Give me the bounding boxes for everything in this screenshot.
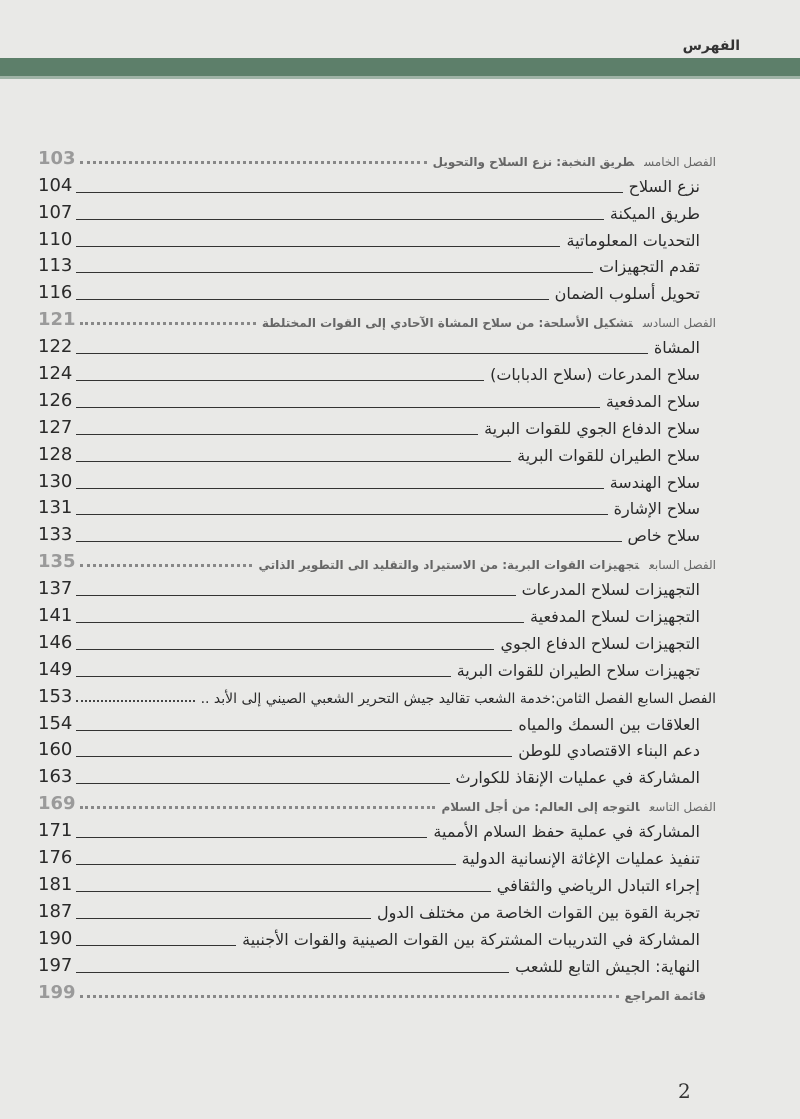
toc-chapter xyxy=(38,304,718,331)
toc-entry-label xyxy=(260,317,718,331)
toc-entry-label xyxy=(199,692,718,708)
page-title: الفهرس xyxy=(682,38,740,54)
page-ref: 122 xyxy=(38,336,73,358)
toc-item xyxy=(38,600,718,627)
chapter-title: تجهيزات القوات البرية: من الاستيراد والتقليد الى التطوير الذاتي xyxy=(258,558,640,573)
toc-item xyxy=(38,735,718,762)
toc-chapter xyxy=(38,788,718,815)
toc-entry-label: المشاركة في عمليات الإنقاذ للكوارث xyxy=(455,768,700,788)
toc-entry-label: تنفيذ عمليات الإغاثة الإنسانية الدولية xyxy=(461,849,700,869)
toc-entry-label: طريق الميكنة xyxy=(609,203,700,223)
toc-item xyxy=(38,358,718,385)
toc-item xyxy=(38,385,718,412)
page-number: 2 xyxy=(678,1079,691,1103)
toc-item xyxy=(38,950,718,977)
page-ref: 131 xyxy=(38,497,73,519)
toc-chapter xyxy=(38,681,718,708)
toc-entry-label: سلاح الطيران للقوات البرية xyxy=(517,445,700,465)
toc-entry-label: التحديات المعلوماتية xyxy=(566,230,700,250)
chapter-number: الفصل التاسع xyxy=(649,800,716,815)
page-ref: 197 xyxy=(38,954,73,976)
toc-entry-label: المشاركة في التدريبات المشتركة بين القوات الصينية والقوات الأجنبية xyxy=(242,929,700,949)
toc-entry-label: تحويل أسلوب الضمان xyxy=(554,284,700,304)
page-ref: 110 xyxy=(38,228,73,250)
page-ref: 153 xyxy=(38,685,73,707)
toc-entry-label: تجهيزات سلاح الطيران للقوات البرية xyxy=(456,660,700,680)
toc-item xyxy=(38,170,718,197)
page-ref: 133 xyxy=(38,524,73,546)
toc-item xyxy=(38,493,718,520)
page-ref: 127 xyxy=(38,416,73,438)
chapter-title: تشكيل الأسلحة: من سلاح المشاة الآحادي إلى القوات المختلطة xyxy=(261,316,633,331)
toc-entry-label: سلاح المدرعات (سلاح الدبابات) xyxy=(490,365,700,385)
toc-entry-label: سلاح الإشارة xyxy=(613,499,700,519)
dot-leader xyxy=(80,994,619,998)
toc-entry-label: دعم البناء الاقتصادي للوطن xyxy=(518,741,700,761)
dot-leader xyxy=(76,836,427,838)
toc-item xyxy=(38,708,718,735)
chapter-number: الفصل السابع الفصل الثامن: xyxy=(550,690,716,707)
dot-leader xyxy=(76,460,511,462)
toc-entry-label: سلاح المدفعية xyxy=(605,391,700,411)
toc-entry-label: إجراء التبادل الرياضي والثقافي xyxy=(496,875,700,895)
toc-entry-label: نزع السلاح xyxy=(628,176,700,196)
page-ref: 163 xyxy=(38,766,73,788)
toc-item xyxy=(38,466,718,493)
toc-item xyxy=(38,277,718,304)
page-ref: 169 xyxy=(38,793,76,815)
page-ref: 149 xyxy=(38,658,73,680)
toc-item xyxy=(38,412,718,439)
dot-leader xyxy=(76,191,622,193)
chapter-title: التوجه إلى العالم: من أجل السلام xyxy=(441,800,640,815)
chapter-number: الفصل السادس xyxy=(642,316,716,331)
dot-leader xyxy=(76,675,450,677)
toc-item xyxy=(38,815,718,842)
dot-leader xyxy=(80,321,256,325)
page-ref: 130 xyxy=(38,470,73,492)
page-ref: 116 xyxy=(38,282,73,304)
dot-leader xyxy=(76,755,512,757)
toc-item xyxy=(38,761,718,788)
dot-leader xyxy=(76,594,515,596)
chapter-number: الفصل الخامس xyxy=(644,154,716,169)
toc-item xyxy=(38,197,718,224)
chapter-number: الفصل السابع xyxy=(649,558,716,573)
toc-entry-label: المشاة xyxy=(653,338,700,358)
dot-leader xyxy=(80,805,436,809)
dot-leader xyxy=(76,890,490,892)
toc-item xyxy=(38,331,718,358)
dot-leader xyxy=(76,944,236,946)
chapter-title: خدمة الشعب تقاليد جيش التحرير الشعبي الصيني إلى الأبد .. xyxy=(200,690,551,707)
table-of-contents xyxy=(38,143,718,1004)
dot-leader xyxy=(76,621,524,623)
toc-entry-label: النهاية: الجيش التابع للشعب xyxy=(515,956,700,976)
dot-leader xyxy=(76,379,484,381)
dot-leader xyxy=(76,218,604,220)
toc-item xyxy=(38,654,718,681)
toc-entry-label: العلاقات بين السمك والمياه xyxy=(518,714,700,734)
dot-leader xyxy=(76,540,621,542)
dot-leader xyxy=(76,782,449,784)
page-ref: 141 xyxy=(38,605,73,627)
dot-leader xyxy=(76,352,648,354)
page-ref: 160 xyxy=(38,739,73,761)
toc-item xyxy=(38,627,718,654)
page-ref: 176 xyxy=(38,847,73,869)
toc-entry-label: التجهيزات لسلاح المدفعية xyxy=(530,607,700,627)
page-ref: 154 xyxy=(38,712,73,734)
dot-leader xyxy=(76,917,371,919)
toc-chapter xyxy=(38,546,718,573)
toc-entry-label: سلاح الدفاع الجوي للقوات البرية xyxy=(484,418,700,438)
toc-entry-label: المشاركة في عملية حفظ السلام الأممية xyxy=(433,822,700,842)
toc-entry-label xyxy=(431,156,718,170)
dot-leader xyxy=(76,487,603,489)
toc-entry-label: التجهيزات لسلاح المدرعات xyxy=(521,580,700,600)
toc-item xyxy=(38,519,718,546)
chapter-title: قائمة المراجع xyxy=(624,988,706,1003)
chapter-title: طريق النخبة: نزع السلاح والتحويل xyxy=(432,154,635,169)
dot-leader xyxy=(80,160,427,164)
dot-leader xyxy=(76,245,560,247)
dot-leader xyxy=(76,699,194,702)
page-ref: 103 xyxy=(38,147,76,169)
dot-leader xyxy=(76,433,478,435)
dot-leader xyxy=(80,563,253,567)
page-ref: 107 xyxy=(38,201,73,223)
dot-leader xyxy=(76,271,593,273)
page-ref: 187 xyxy=(38,900,73,922)
page-ref: 199 xyxy=(38,981,76,1003)
dot-leader xyxy=(76,648,494,650)
toc-item xyxy=(38,573,718,600)
dot-leader xyxy=(76,863,455,865)
toc-entry-label: التجهيزات لسلاح الدفاع الجوي xyxy=(500,633,700,653)
toc-item xyxy=(38,251,718,278)
dot-leader xyxy=(76,971,509,973)
page-ref: 171 xyxy=(38,820,73,842)
page-ref: 135 xyxy=(38,551,76,573)
page-ref: 137 xyxy=(38,578,73,600)
toc-entry-label xyxy=(256,559,718,573)
toc-entry-label: سلاح خاص xyxy=(627,526,700,546)
page-ref: 128 xyxy=(38,443,73,465)
toc-item xyxy=(38,896,718,923)
page-ref: 146 xyxy=(38,631,73,653)
dot-leader xyxy=(76,729,512,731)
dot-leader xyxy=(76,513,607,515)
toc-chapter xyxy=(38,977,718,1004)
page-ref: 121 xyxy=(38,309,76,331)
toc-entry-label: سلاح الهندسة xyxy=(609,472,700,492)
toc-entry-label: تقدم التجهيزات xyxy=(599,257,700,277)
toc-item xyxy=(38,869,718,896)
toc-entry-label: تجربة القوة بين القوات الخاصة من مختلف الدول xyxy=(376,902,700,922)
toc-item xyxy=(38,439,718,466)
toc-item xyxy=(38,923,718,950)
toc-entry-label xyxy=(439,801,718,815)
page-ref: 190 xyxy=(38,927,73,949)
toc-entry-label xyxy=(623,990,718,1004)
toc-item xyxy=(38,224,718,251)
toc-chapter xyxy=(38,143,718,170)
page-ref: 181 xyxy=(38,873,73,895)
page-ref: 113 xyxy=(38,255,73,277)
dot-leader xyxy=(76,406,600,408)
page-ref: 126 xyxy=(38,389,73,411)
page-ref: 124 xyxy=(38,363,73,385)
dot-leader xyxy=(76,298,548,300)
page-ref: 104 xyxy=(38,174,73,196)
header-bar xyxy=(0,58,800,76)
toc-item xyxy=(38,842,718,869)
